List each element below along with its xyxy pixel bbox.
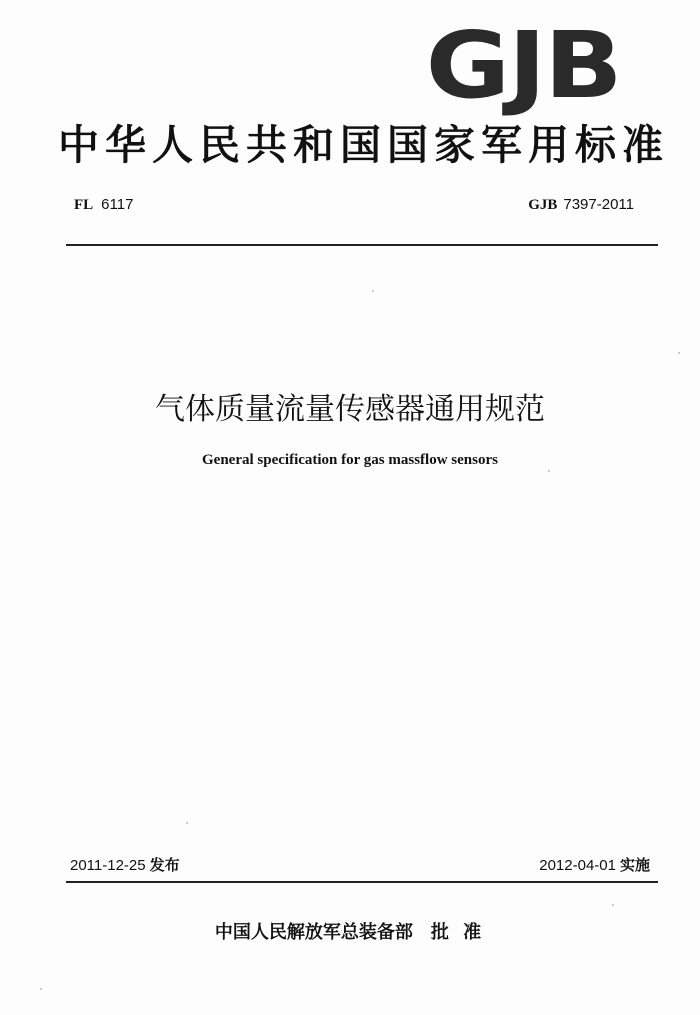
- document-title-en: General specification for gas massflow sensors: [202, 452, 498, 468]
- approval-line: [0, 918, 700, 944]
- effective-date-line: [539, 854, 650, 875]
- document-title-cn: 气体质量流量传感器通用规范: [155, 392, 545, 427]
- classification-number: 6117: [101, 196, 134, 213]
- scan-speck: [40, 988, 42, 990]
- issue-date: 2011-12-25: [70, 857, 146, 874]
- standard-code: [528, 196, 634, 214]
- standard-title: 中华人民共和国国家军用标准: [58, 121, 669, 169]
- effective-suffix: 实施: [619, 856, 650, 874]
- effective-date: 2012-04-01: [539, 857, 616, 874]
- standard-code-number: 7397-2011: [563, 196, 634, 213]
- approving-org: 中国人民解放军总装备部: [214, 922, 413, 943]
- approval-word: 批 准: [430, 922, 486, 943]
- header-divider: [66, 244, 658, 246]
- scan-speck: [186, 822, 188, 824]
- standard-code-label: GJB: [528, 197, 558, 213]
- scan-speck: [678, 352, 680, 354]
- classification-code: [74, 196, 133, 214]
- logo-text: GJB: [425, 12, 621, 119]
- scan-speck: [612, 904, 614, 906]
- scan-speck: [548, 470, 550, 472]
- issue-suffix: 发布: [149, 856, 180, 874]
- classification-label: FL: [74, 197, 94, 213]
- footer-divider: [66, 881, 658, 883]
- issue-date-line: [70, 854, 180, 875]
- gjb-logo: [420, 12, 626, 119]
- scan-speck: [372, 290, 374, 292]
